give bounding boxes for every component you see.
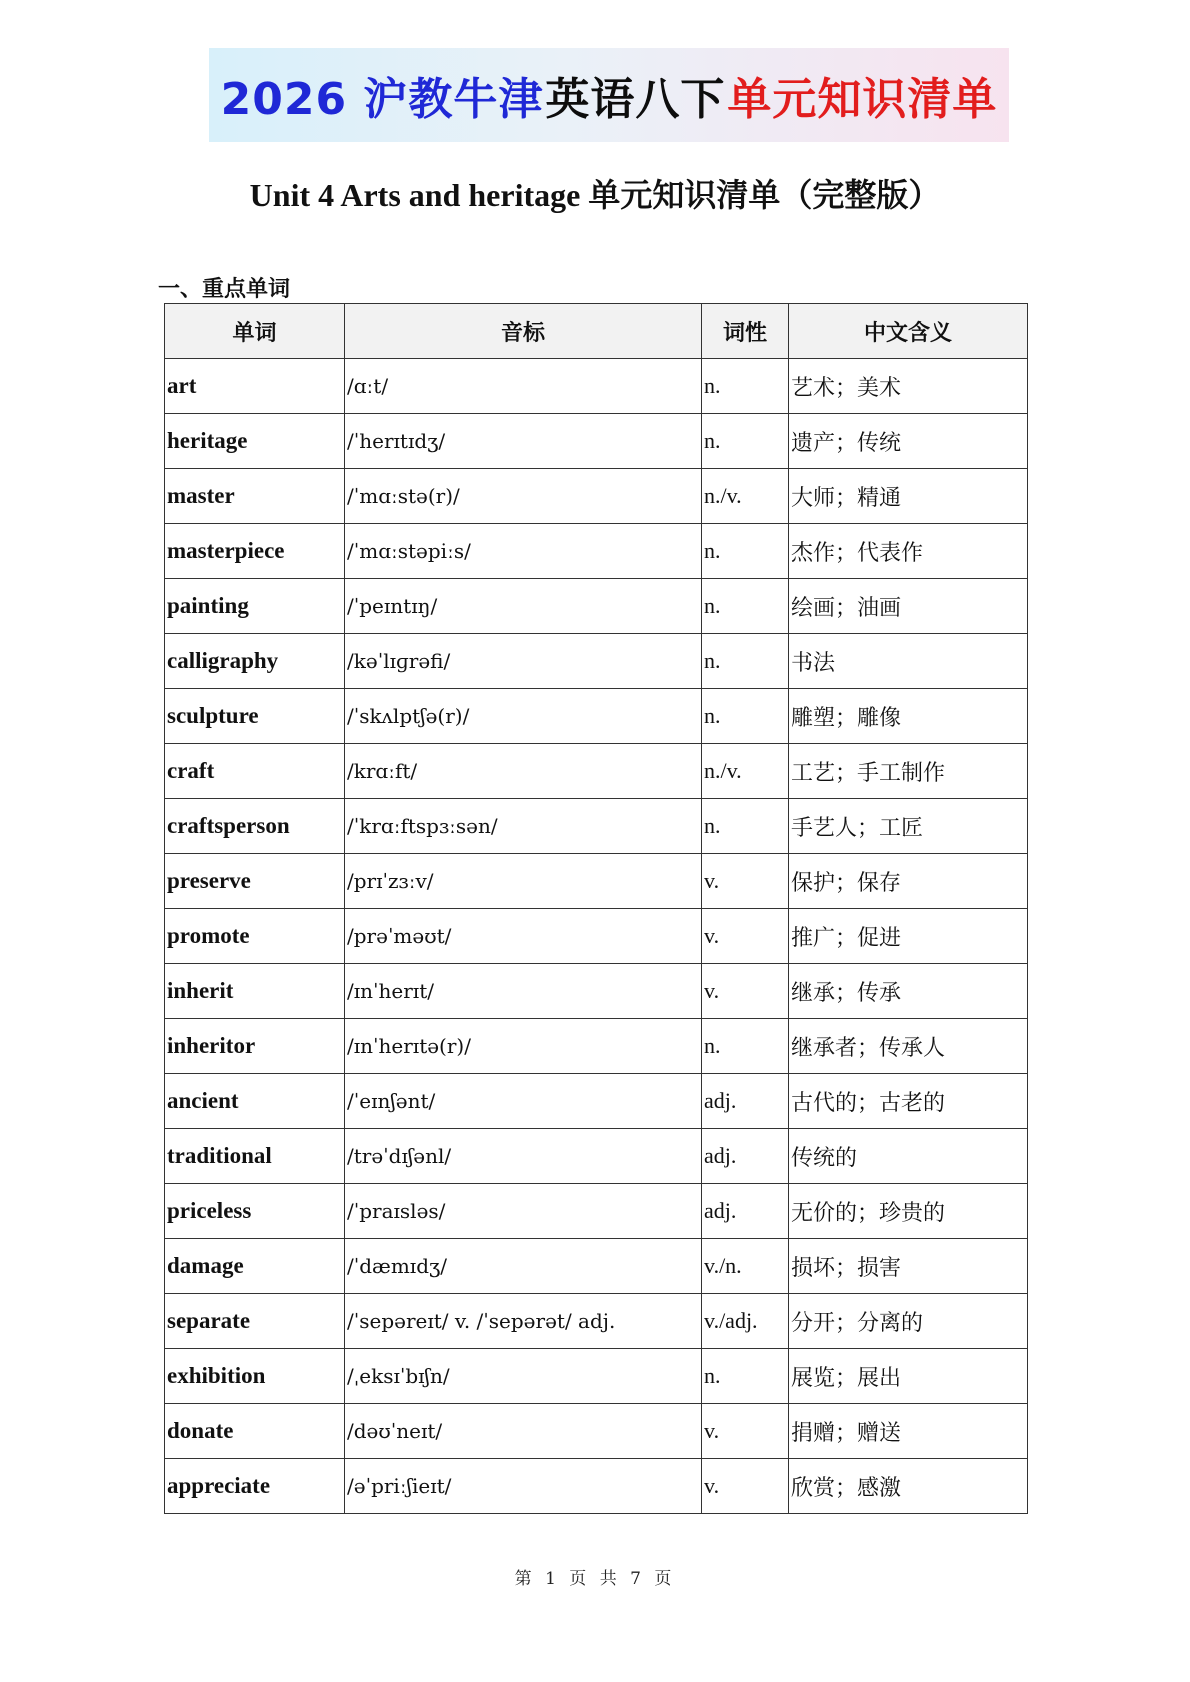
cell-pos: n. — [702, 1019, 789, 1074]
table-row — [165, 1459, 1028, 1514]
cell-word: inheritor — [165, 1019, 345, 1074]
table-row — [165, 909, 1028, 964]
cell-pos: n./v. — [702, 469, 789, 524]
banner-title-part1: 2026 沪教牛津 — [220, 74, 544, 125]
cell-meaning: 继承者；传承人 — [789, 1019, 1028, 1074]
cell-phonetic: /əˈpriːʃieɪt/ — [345, 1459, 702, 1514]
cell-pos: n. — [702, 1349, 789, 1404]
header-phonetic: 音标 — [345, 304, 702, 359]
cell-word: ancient — [165, 1074, 345, 1129]
cell-pos: v./n. — [702, 1239, 789, 1294]
cell-meaning: 欣赏；感激 — [789, 1459, 1028, 1514]
cell-meaning: 手艺人；工匠 — [789, 799, 1028, 854]
cell-meaning: 无价的；珍贵的 — [789, 1184, 1028, 1239]
cell-pos: v./adj. — [702, 1294, 789, 1349]
table-row — [165, 579, 1028, 634]
cell-meaning: 工艺；手工制作 — [789, 744, 1028, 799]
table-row — [165, 469, 1028, 524]
footer-prefix: 第 — [514, 1569, 536, 1589]
cell-word: art — [165, 359, 345, 414]
cell-pos: adj. — [702, 1129, 789, 1184]
cell-word: damage — [165, 1239, 345, 1294]
cell-pos: n. — [702, 414, 789, 469]
cell-phonetic: /ˈmɑːstəpiːs/ — [345, 524, 702, 579]
cell-phonetic: /ˈdæmɪdʒ/ — [345, 1239, 702, 1294]
cell-pos: n. — [702, 634, 789, 689]
cell-meaning: 雕塑；雕像 — [789, 689, 1028, 744]
page-footer — [0, 1564, 1190, 1589]
cell-phonetic: /kəˈlɪɡrəfi/ — [345, 634, 702, 689]
cell-meaning: 传统的 — [789, 1129, 1028, 1184]
cell-word: painting — [165, 579, 345, 634]
cell-phonetic: /ɪnˈherɪt/ — [345, 964, 702, 1019]
cell-word: master — [165, 469, 345, 524]
footer-middle: 页 共 — [569, 1569, 621, 1589]
cell-word: sculpture — [165, 689, 345, 744]
cell-word: separate — [165, 1294, 345, 1349]
table-row — [165, 1349, 1028, 1404]
table-row — [165, 1019, 1028, 1074]
cell-phonetic: /dəʊˈneɪt/ — [345, 1404, 702, 1459]
table-row — [165, 414, 1028, 469]
cell-meaning: 损坏；损害 — [789, 1239, 1028, 1294]
cell-meaning: 遗产；传统 — [789, 414, 1028, 469]
cell-pos: v. — [702, 909, 789, 964]
vocabulary-table — [164, 303, 1028, 1514]
cell-meaning: 推广；促进 — [789, 909, 1028, 964]
section-heading: 一、重点单词 — [158, 276, 291, 302]
cell-word: craftsperson — [165, 799, 345, 854]
table-row — [165, 799, 1028, 854]
cell-meaning: 捐赠；赠送 — [789, 1404, 1028, 1459]
cell-pos: n. — [702, 579, 789, 634]
cell-word: donate — [165, 1404, 345, 1459]
cell-phonetic: /prɪˈzɜːv/ — [345, 854, 702, 909]
cell-phonetic: /krɑːft/ — [345, 744, 702, 799]
table-row — [165, 1294, 1028, 1349]
table-row — [165, 1129, 1028, 1184]
cell-pos: adj. — [702, 1074, 789, 1129]
cell-pos: v. — [702, 1404, 789, 1459]
cell-word: calligraphy — [165, 634, 345, 689]
table-header-row — [165, 304, 1028, 359]
header-pos: 词性 — [702, 304, 789, 359]
cell-meaning: 展览；展出 — [789, 1349, 1028, 1404]
header-word: 单词 — [165, 304, 345, 359]
cell-pos: n. — [702, 799, 789, 854]
cell-pos: v. — [702, 1459, 789, 1514]
cell-phonetic: /ˈskʌlptʃə(r)/ — [345, 689, 702, 744]
cell-meaning: 分开；分离的 — [789, 1294, 1028, 1349]
footer-suffix: 页 — [654, 1569, 676, 1589]
cell-pos: n./v. — [702, 744, 789, 799]
cell-meaning: 杰作；代表作 — [789, 524, 1028, 579]
cell-word: craft — [165, 744, 345, 799]
table-body — [165, 359, 1028, 1514]
cell-phonetic: /ˈkrɑːftspɜːsən/ — [345, 799, 702, 854]
banner-title-part2: 英语八下 — [545, 74, 726, 125]
table-row — [165, 1239, 1028, 1294]
cell-word: heritage — [165, 414, 345, 469]
banner-title-part3: 单元知识清单 — [727, 74, 998, 125]
cell-phonetic: /ˈherɪtɪdʒ/ — [345, 414, 702, 469]
cell-pos: v. — [702, 964, 789, 1019]
table-row — [165, 744, 1028, 799]
table-row — [165, 1404, 1028, 1459]
cell-pos: n. — [702, 359, 789, 414]
cell-meaning: 继承；传承 — [789, 964, 1028, 1019]
cell-phonetic: /ˌeksɪˈbɪʃn/ — [345, 1349, 702, 1404]
header-meaning: 中文含义 — [789, 304, 1028, 359]
cell-phonetic: /ˈeɪnʃənt/ — [345, 1074, 702, 1129]
cell-pos: n. — [702, 524, 789, 579]
cell-meaning: 古代的；古老的 — [789, 1074, 1028, 1129]
table-row — [165, 689, 1028, 744]
cell-phonetic: /prəˈməʊt/ — [345, 909, 702, 964]
cell-pos: adj. — [702, 1184, 789, 1239]
cell-phonetic: /ˈpraɪsləs/ — [345, 1184, 702, 1239]
footer-page-number: 1 — [545, 1569, 560, 1589]
cell-word: masterpiece — [165, 524, 345, 579]
cell-word: inherit — [165, 964, 345, 1019]
table-row — [165, 524, 1028, 579]
cell-pos: n. — [702, 689, 789, 744]
cell-word: preserve — [165, 854, 345, 909]
footer-total-pages: 7 — [630, 1569, 645, 1589]
cell-phonetic: /ɪnˈherɪtə(r)/ — [345, 1019, 702, 1074]
cell-meaning: 保护；保存 — [789, 854, 1028, 909]
cell-phonetic: /trəˈdɪʃənl/ — [345, 1129, 702, 1184]
cell-word: priceless — [165, 1184, 345, 1239]
cell-meaning: 绘画；油画 — [789, 579, 1028, 634]
cell-phonetic: /ˈpeɪntɪŋ/ — [345, 579, 702, 634]
cell-meaning: 大师；精通 — [789, 469, 1028, 524]
document-title: Unit 4 Arts and heritage 单元知识清单（完整版） — [249, 177, 941, 213]
table-row — [165, 1184, 1028, 1239]
cell-phonetic: /ɑːt/ — [345, 359, 702, 414]
cell-meaning: 艺术；美术 — [789, 359, 1028, 414]
cell-word: appreciate — [165, 1459, 345, 1514]
table-row — [165, 964, 1028, 1019]
cell-word: exhibition — [165, 1349, 345, 1404]
table-row — [165, 634, 1028, 689]
cell-meaning: 书法 — [789, 634, 1028, 689]
table-row — [165, 854, 1028, 909]
cell-word: promote — [165, 909, 345, 964]
table-row — [165, 359, 1028, 414]
cell-pos: v. — [702, 854, 789, 909]
title-banner — [209, 48, 1009, 142]
cell-phonetic: /ˈmɑːstə(r)/ — [345, 469, 702, 524]
cell-word: traditional — [165, 1129, 345, 1184]
cell-phonetic: /ˈsepəreɪt/ v. /ˈsepərət/ adj. — [345, 1294, 702, 1349]
table-row — [165, 1074, 1028, 1129]
